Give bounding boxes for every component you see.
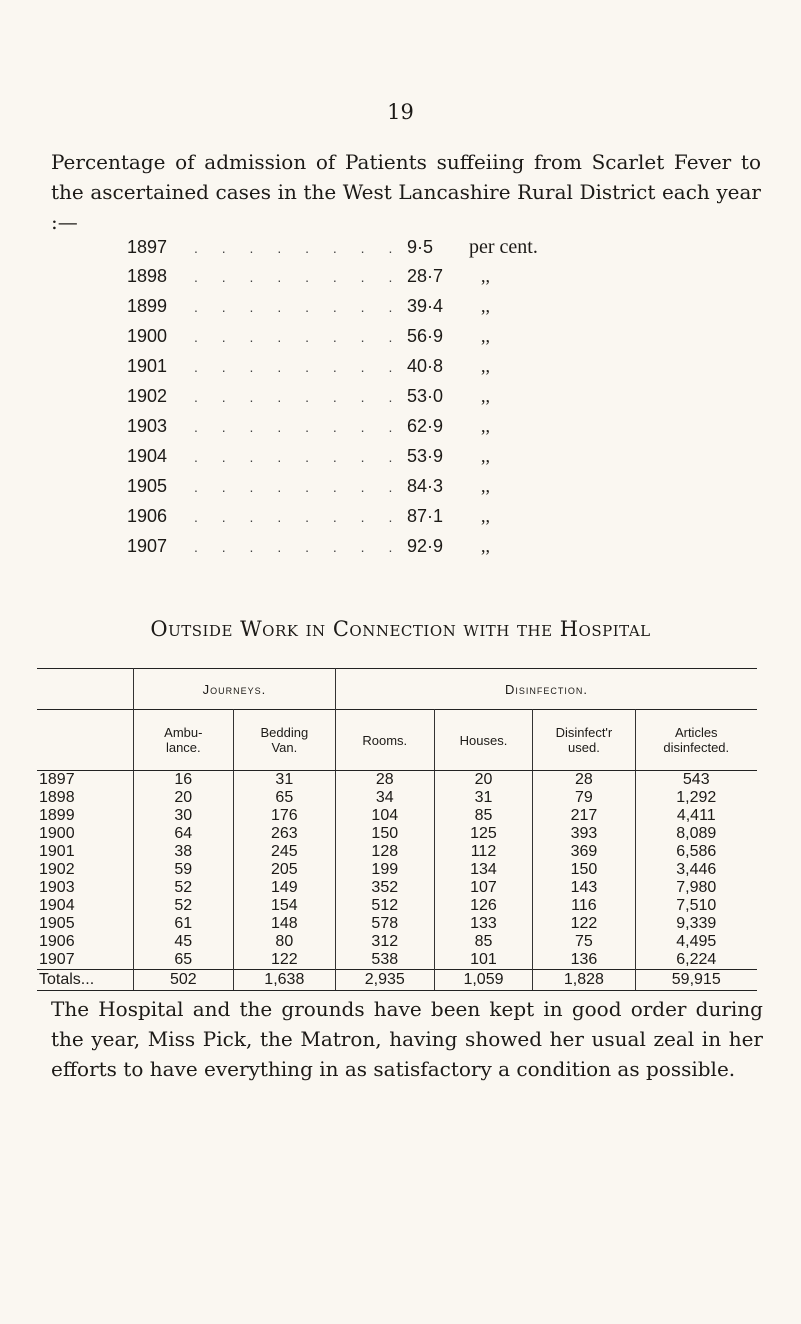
year-cell: 1907 [37,951,133,970]
rooms-cell: 150 [335,825,434,843]
percentage-value: 53·9 [407,446,444,466]
percentage-row [127,446,667,476]
year-cell: 1900 [37,825,133,843]
page-number: 19 [387,100,414,124]
table-row [37,807,757,825]
houses-cell: 85 [434,807,533,825]
total-houses-cell: 1,059 [434,970,533,991]
percentage-year: 1897 [127,237,168,257]
rooms-cell: 28 [335,771,434,790]
rooms-header: Rooms. [335,710,434,771]
rooms-cell: 128 [335,843,434,861]
year-cell: 1901 [37,843,133,861]
articles-header: Articles disinfected. [635,710,757,771]
articles-cell: 4,411 [676,807,716,824]
bedding-van-cell: 154 [233,897,335,915]
rooms-cell: 512 [335,897,434,915]
houses-cell: 125 [434,825,533,843]
ambulance-cell: 20 [133,789,233,807]
houses-cell: 126 [434,897,533,915]
total-articles-cell: 59,915 [635,970,757,991]
articles-cell: 543 [682,771,710,788]
total-ambulance-cell: 502 [133,970,233,991]
leader-dots: . . . . . . . . [194,359,403,375]
percentage-unit: ,, [481,266,490,286]
ambulance-cell: 59 [133,861,233,879]
year-cell: 1903 [37,879,133,897]
leader-dots: . . . . . . . . [194,299,403,315]
houses-header: Houses. [434,710,533,771]
year-cell: 1898 [37,789,133,807]
disinfector-cell: 122 [533,915,635,933]
articles-cell: 1,292 [676,789,717,806]
articles-cell: 7,980 [676,879,717,896]
articles-cell: 3,446 [676,861,717,878]
year-cell: 1902 [37,861,133,879]
year-header [37,710,133,771]
percentage-year: 1902 [127,386,168,406]
journeys-group-header: Journeys. [133,669,335,710]
ambulance-cell: 45 [133,933,233,951]
percentage-row [127,386,667,416]
percentage-value: 56·9 [407,326,444,346]
percentage-row [127,536,667,566]
closing-paragraph: The Hospital and the grounds have been kept in good order during the year, Miss Pick, the Matron, having showed her usual zeal in her efforts to have everything in as satisfactory a condition as possible. [51,997,763,1081]
percentage-unit: ,, [481,446,490,466]
disinfector-cell: 369 [533,843,635,861]
ambulance-header: Ambu- lance. [133,710,233,771]
table-row [37,915,757,933]
percentage-unit: ,, [481,386,490,406]
leader-dots: . . . . . . . . [194,240,403,256]
houses-cell: 112 [434,843,533,861]
percentage-value: 87·1 [407,506,444,526]
percentage-value: 40·8 [407,356,444,376]
houses-cell: 101 [434,951,533,970]
disinfector-cell: 393 [533,825,635,843]
leader-dots: . . . . . . . . [194,509,403,525]
leader-dots: . . . . . . . . [194,269,403,285]
year-cell: 1906 [37,933,133,951]
year-cell: 1905 [37,915,133,933]
houses-cell: 107 [434,879,533,897]
percentage-unit: ,, [481,416,490,436]
percentage-unit: ,, [481,356,490,376]
bedding-van-cell: 205 [233,861,335,879]
year-cell: 1897 [37,771,133,790]
bedding-van-cell: 245 [233,843,335,861]
disinfector-cell: 143 [533,879,635,897]
houses-cell: 31 [434,789,533,807]
percentage-year: 1900 [127,326,168,346]
bedding-van-cell: 122 [233,951,335,970]
total-rooms-cell: 2,935 [335,970,434,991]
bedding-van-cell: 263 [233,825,335,843]
articles-cell: 9,339 [676,915,717,932]
table-row [37,825,757,843]
rooms-cell: 199 [335,861,434,879]
disinfector-cell: 136 [533,951,635,970]
rooms-cell: 352 [335,879,434,897]
leader-dots: . . . . . . . . [194,539,403,555]
percentage-value: 84·3 [407,476,444,496]
table-row [37,951,757,970]
disinfection-group-header: Disinfection. [335,669,757,710]
percentage-unit: ,, [481,506,490,526]
corner-cell [37,669,133,710]
percentage-year: 1904 [127,446,168,466]
disinfector-cell: 28 [533,771,635,790]
bedding-van-cell: 148 [233,915,335,933]
total-disinfector-cell: 1,828 [533,970,635,991]
houses-cell: 85 [434,933,533,951]
percentage-value: 62·9 [407,416,444,436]
table-row [37,897,757,915]
table-row [37,843,757,861]
percentage-value: 39·4 [407,296,444,316]
percentage-row [127,266,667,296]
hospital-work-table [37,668,757,991]
houses-cell: 134 [434,861,533,879]
ambulance-cell: 61 [133,915,233,933]
intro-paragraph: Percentage of admission of Patients suffeiing from Scarlet Fever to the ascertained cases in the West Lancashire Rural District each year :— [51,150,761,234]
percentage-row [127,356,667,386]
percentage-value: 9·5 [407,237,434,257]
percentage-year: 1898 [127,266,168,286]
ambulance-cell: 16 [133,771,233,790]
section-heading: Outside Work in Connection with the Hospital [150,617,651,641]
percentage-unit: per cent. [469,236,538,258]
year-cell: 1904 [37,897,133,915]
percentage-year: 1907 [127,536,168,556]
houses-cell: 133 [434,915,533,933]
table-row [37,771,757,790]
percentage-year: 1901 [127,356,168,376]
table-row [37,789,757,807]
leader-dots: . . . . . . . . [194,479,403,495]
leader-dots: . . . . . . . . [194,329,403,345]
articles-cell: 8,089 [676,825,717,842]
bedding-van-cell: 176 [233,807,335,825]
ambulance-cell: 52 [133,897,233,915]
rooms-cell: 104 [335,807,434,825]
percentage-year: 1899 [127,296,168,316]
percentage-unit: ,, [481,536,490,556]
disinfector-header: Disinfect'r used. [533,710,635,771]
ambulance-cell: 52 [133,879,233,897]
rooms-cell: 578 [335,915,434,933]
totals-label: Totals... [37,970,133,991]
percentage-value: 92·9 [407,536,444,556]
percentage-row [127,326,667,356]
percentage-value: 53·0 [407,386,444,406]
bedding-van-cell: 149 [233,879,335,897]
percentage-year: 1906 [127,506,168,526]
bedding-van-header: Bedding Van. [233,710,335,771]
ambulance-cell: 38 [133,843,233,861]
totals-row [37,970,757,991]
ambulance-cell: 65 [133,951,233,970]
articles-cell: 6,224 [676,951,717,968]
disinfector-cell: 217 [533,807,635,825]
bedding-van-cell: 65 [233,789,335,807]
total-bedding-van-cell: 1,638 [233,970,335,991]
table-row [37,879,757,897]
disinfector-cell: 150 [533,861,635,879]
percentage-unit: ,, [481,476,490,496]
bedding-van-cell: 80 [233,933,335,951]
percentage-unit: ,, [481,296,490,316]
percentage-unit: ,, [481,326,490,346]
year-cell: 1899 [37,807,133,825]
articles-cell: 4,495 [676,933,717,950]
leader-dots: . . . . . . . . [194,389,403,405]
ambulance-cell: 64 [133,825,233,843]
percentage-row [127,476,667,506]
leader-dots: . . . . . . . . [194,449,403,465]
percentage-row [127,416,667,446]
rooms-cell: 34 [335,789,434,807]
rooms-cell: 312 [335,933,434,951]
percentage-row [127,296,667,326]
ambulance-cell: 30 [133,807,233,825]
rooms-cell: 538 [335,951,434,970]
houses-cell: 20 [434,771,533,790]
articles-cell: 6,586 [676,843,717,860]
disinfector-cell: 79 [533,789,635,807]
bedding-van-cell: 31 [233,771,335,790]
table-row [37,933,757,951]
articles-cell: 7,510 [676,897,717,914]
disinfector-cell: 75 [533,933,635,951]
percentage-value: 28·7 [407,266,444,286]
percentage-row [127,236,667,266]
percentage-row [127,506,667,536]
percentage-list [127,236,667,566]
disinfector-cell: 116 [533,897,635,915]
table-row [37,861,757,879]
percentage-year: 1903 [127,416,168,436]
leader-dots: . . . . . . . . [194,419,403,435]
percentage-year: 1905 [127,476,168,496]
